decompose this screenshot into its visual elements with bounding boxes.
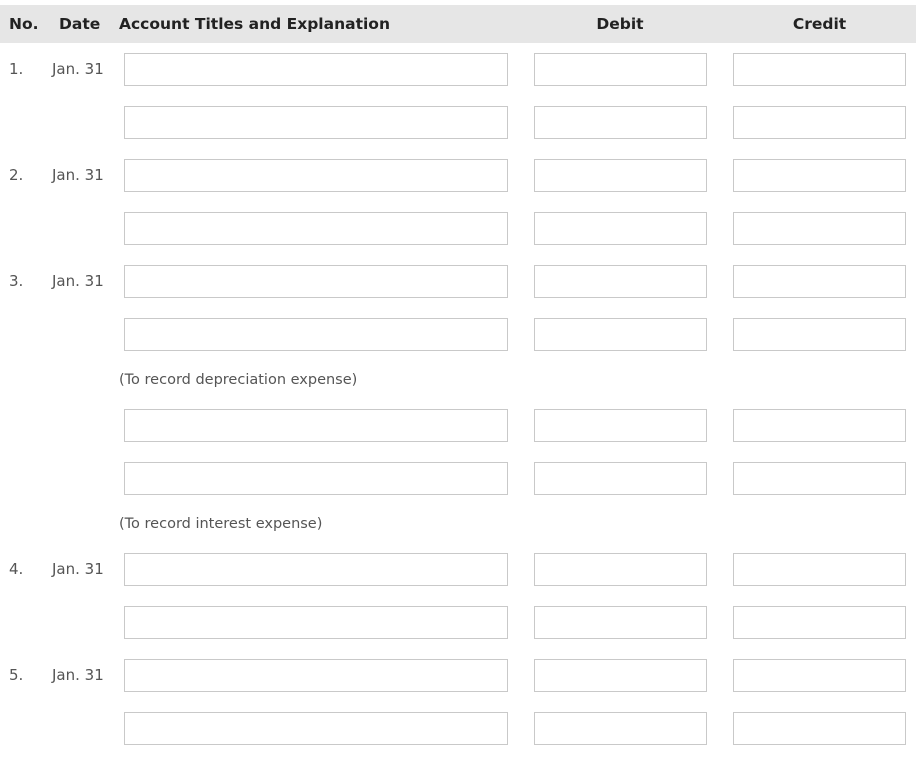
account-title-input[interactable] — [124, 106, 508, 139]
table-row — [0, 409, 916, 442]
entry-date: Jan. 31 — [52, 666, 104, 684]
account-title-input[interactable] — [124, 712, 508, 745]
account-title-input[interactable] — [124, 553, 508, 586]
credit-input[interactable] — [733, 265, 906, 298]
credit-input[interactable] — [733, 106, 906, 139]
account-title-input[interactable] — [124, 159, 508, 192]
entry-number: 4. — [9, 560, 24, 578]
header-credit: Credit — [792, 15, 847, 33]
account-title-input[interactable] — [124, 606, 508, 639]
table-row — [0, 318, 916, 351]
debit-input[interactable] — [534, 659, 707, 692]
debit-input[interactable] — [534, 712, 707, 745]
credit-input[interactable] — [733, 212, 906, 245]
table-row — [0, 462, 916, 495]
table-row — [0, 553, 916, 586]
credit-input[interactable] — [733, 318, 906, 351]
debit-input[interactable] — [534, 106, 707, 139]
explanation-interest: (To record interest expense) — [119, 516, 323, 532]
table-row — [0, 106, 916, 139]
debit-input[interactable] — [534, 606, 707, 639]
entry-date: Jan. 31 — [52, 272, 104, 290]
entry-date: Jan. 31 — [52, 166, 104, 184]
debit-input[interactable] — [534, 553, 707, 586]
table-row — [0, 265, 916, 298]
header-debit: Debit — [596, 15, 644, 33]
entry-number: 1. — [9, 60, 24, 78]
debit-input[interactable] — [534, 265, 707, 298]
table-row — [0, 53, 916, 86]
debit-input[interactable] — [534, 409, 707, 442]
debit-input[interactable] — [534, 462, 707, 495]
entry-date: Jan. 31 — [52, 60, 104, 78]
account-title-input[interactable] — [124, 212, 508, 245]
table-header — [0, 5, 916, 43]
entry-date: Jan. 31 — [52, 560, 104, 578]
debit-input[interactable] — [534, 212, 707, 245]
account-title-input[interactable] — [124, 659, 508, 692]
header-date: Date — [59, 15, 101, 33]
entry-number: 2. — [9, 166, 24, 184]
credit-input[interactable] — [733, 606, 906, 639]
credit-input[interactable] — [733, 659, 906, 692]
credit-input[interactable] — [733, 462, 906, 495]
account-title-input[interactable] — [124, 53, 508, 86]
header-account-titles: Account Titles and Explanation — [119, 15, 390, 33]
table-row — [0, 212, 916, 245]
entry-number: 3. — [9, 272, 24, 290]
table-row — [0, 606, 916, 639]
account-title-input[interactable] — [124, 409, 508, 442]
credit-input[interactable] — [733, 159, 906, 192]
table-row — [0, 712, 916, 745]
credit-input[interactable] — [733, 553, 906, 586]
debit-input[interactable] — [534, 318, 707, 351]
debit-input[interactable] — [534, 159, 707, 192]
table-row — [0, 659, 916, 692]
entry-number: 5. — [9, 666, 24, 684]
credit-input[interactable] — [733, 409, 906, 442]
explanation-depreciation: (To record depreciation expense) — [119, 372, 358, 388]
credit-input[interactable] — [733, 53, 906, 86]
account-title-input[interactable] — [124, 265, 508, 298]
account-title-input[interactable] — [124, 318, 508, 351]
credit-input[interactable] — [733, 712, 906, 745]
account-title-input[interactable] — [124, 462, 508, 495]
table-row — [0, 159, 916, 192]
debit-input[interactable] — [534, 53, 707, 86]
header-no: No. — [9, 15, 39, 33]
